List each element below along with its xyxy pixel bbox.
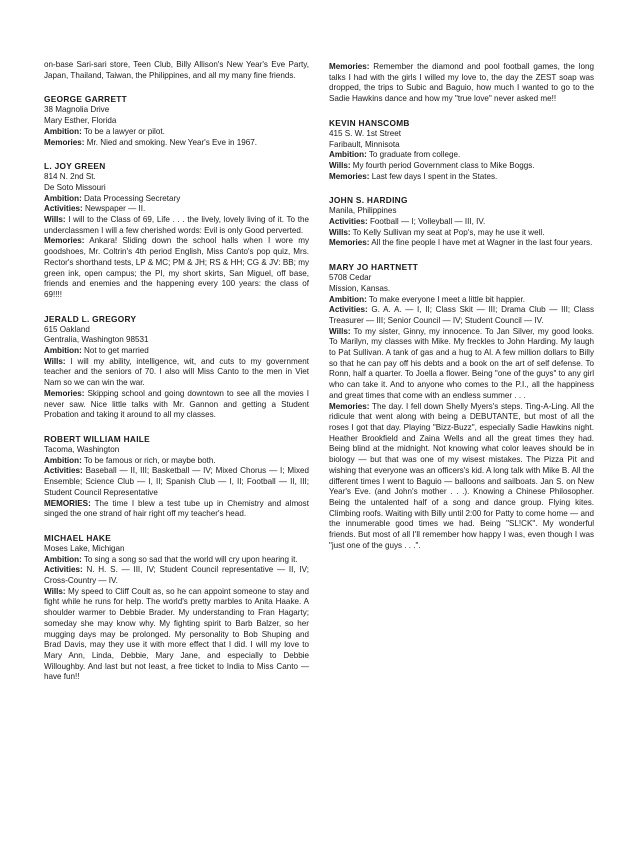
memories-text: Mr. Nied and smoking. New Year's Eve in 1967.	[86, 137, 257, 147]
ambition-text: To be famous or rich, or maybe both.	[83, 455, 216, 465]
entry-michael-hake	[44, 532, 310, 682]
entry-address: Mission, Kansas.	[329, 283, 391, 293]
entry-memories	[329, 62, 594, 105]
ambition-label: Ambition:	[44, 554, 82, 564]
ambition-label: Ambition:	[329, 294, 367, 304]
entry-john-s-harding	[329, 195, 594, 249]
wills-text: My speed to Cliff Coult as, so he can appoint someone to stay and fight while he runs for help. The world's pretty marbles to Anita Haake. A shoulder warmer to Debbie Brader. My understanding to Fran Hagarty; someday she may know why. My fighting spirit to Barb Balzer, so her mugging days may be prolonged. My personality to Bob Shuping and Brad Davis, may they use it with more effect that I did. I will my love to Mary Ann, Linda, Debbie, Mary Jane, and especially to Debbie Willoughby. And last but not least, a free ticket to India to Miss Canto — have fun!!	[44, 586, 310, 682]
wills-label: Wills:	[44, 215, 66, 225]
wills-label: Wills:	[329, 326, 351, 336]
entry-address: Faribault, Minnisota	[329, 139, 400, 149]
entry-wills	[44, 215, 309, 236]
entry-address: 5708 Cedar	[329, 273, 372, 283]
wills-text: My fourth period Government class to Mike Boggs.	[352, 160, 535, 170]
ambition-text: To be a lawyer or pilot.	[83, 126, 165, 136]
entry-address: Mary Esther, Florida	[44, 116, 117, 126]
entry-name: MICHAEL HAKE	[44, 532, 112, 543]
memories-text: The day. I fell down Shelly Myers's steps. Ting-A-Ling. All the ridicule that went along with being a DEBUTANTE, but most of all the roses I got that day. Playing "Bizz-Buzz", especially Sadie Hawkins night. Heather Brookfield and Zaina Wells and all the great times they had. Being blind at the midnight. Not knowing what color leaves should be in biology — but that was one of my wisest mistakes. The Pizza Pit and wishing that everyone was an officers's kid. A long talk with Mike B. All the different times I went to Baguio — balloons and sailboats. Jan S. on New Year's Eve. (and John's mother . . .). Knowing a Chinese Philosopher. Being the untalented half of a song and dance group. Flying kites. Climbing roofs. Waiting with Billy until 2:00 for Patty to come home — and the innumerable good times we had. Being "SL!CK". My wonderful friends. But most of all I'll remember how happy I was, even though I was "just one of the guys . . .".	[329, 401, 594, 550]
entry-ambition	[44, 555, 309, 566]
entry-ambition	[329, 295, 594, 306]
memories-text: Last few days I spent in the States.	[371, 171, 498, 181]
entry-address: 814 N. 2nd St.	[44, 172, 96, 182]
memories-label: Memories:	[329, 171, 370, 181]
memories-text: Skipping school and going downtown to see all the movies I never saw. Nice little talks with Mr. Gannon and getting a Student Probation and taking it around to all my classes.	[44, 388, 310, 420]
memories-label: Memories:	[44, 388, 85, 398]
entry-memories	[329, 402, 594, 552]
ambition-label: Ambition:	[329, 150, 367, 160]
entry-address: Gentralia, Washington 98531	[44, 335, 149, 345]
wills-label: Wills:	[44, 356, 66, 366]
entry-wills	[44, 586, 310, 682]
memories-label: Memories:	[329, 401, 370, 411]
entry-activities	[329, 217, 594, 228]
ambition-text: Not to get married	[84, 346, 149, 356]
entry-ambition	[44, 346, 309, 357]
memories-label: MEMORIES:	[44, 498, 91, 508]
entry-name: KEVIN HANSCOMB	[329, 117, 410, 128]
entry-name: ROBERT WILLIAM HAILE	[44, 433, 151, 444]
activities-label: Activities:	[329, 305, 368, 315]
entry-address: Moses Lake, Michigan	[44, 543, 125, 553]
entry-activities	[44, 466, 309, 498]
activities-label: Activities:	[329, 217, 368, 227]
ambition-text: Data Processing Secretary	[84, 193, 181, 203]
entry-ambition	[329, 150, 594, 161]
entry-robert-william-haile	[44, 434, 309, 520]
ambition-text: To graduate from college.	[368, 150, 461, 160]
entry-memories	[44, 236, 309, 300]
entry-address: Manila, Philippines	[329, 206, 397, 216]
memories-label: Memories:	[44, 137, 85, 147]
ambition-text: To make everyone I meet a little bit happier.	[368, 294, 525, 304]
wills-label: Wills:	[329, 227, 351, 237]
entry-kevin-hanscomb	[329, 118, 594, 183]
memories-text: Remember the diamond and pool football games, the long talks I had with the girls I willed my love to, the day the ZEST soap was dropped, the trips to Subic and Baguio, how much I wanted to go to the Sadie Hawkins dance and how my "true love" never asked me!!	[329, 62, 595, 104]
entry-wills	[329, 327, 594, 402]
entry-address: 615 Oakland	[44, 324, 90, 334]
activities-label: Activities:	[44, 565, 83, 575]
entry-memories	[44, 499, 309, 520]
intro-text: on-base Sari-sari store, Teen Club, Billy Allison's New Year's Eve Party, Japan, Thailand, Taiwan, the Philippines, and all my many fine friends.	[44, 60, 309, 80]
entry-name: GEORGE GARRETT	[44, 94, 128, 105]
entry-ambition	[44, 194, 309, 205]
entry-activities	[329, 305, 594, 326]
entry-ambition	[44, 127, 309, 138]
entry-ambition	[44, 456, 309, 467]
entry-memories	[44, 138, 309, 149]
wills-text: To Kelly Sullivan my seat at Pop's, may he use it well.	[352, 227, 545, 237]
ambition-label: Ambition:	[44, 455, 82, 465]
entry-jerald-l-gregory	[44, 314, 309, 421]
memories-text: Ankara! Sliding down the school halls when I wore my goodshoes, Mr. Coltrin's 4th period English, Miss Canto's pop quiz, Mrs. Rector's shorthand tests, LP & MC; PM & JH; RS & HH; CG & JV: BB; my green ink, open campus; the PI, my short skirts, San Miguel, off base, friends and enemies and the happening every 100 years: the class of 69!!!!	[44, 236, 309, 299]
entry-george-garrett	[44, 94, 309, 148]
activities-text: N. H. S. — III, IV; Student Council representative — II, IV; Cross-Country — IV.	[44, 565, 309, 586]
activities-text: Baseball — II, III; Basketball — IV; Mixed Chorus — I; Mixed Ensemble; Science Club — I, II; Spanish Club — I, II; Football — II, III; Student Council Representative	[44, 466, 310, 497]
memories-label: Memories:	[44, 236, 85, 246]
ambition-text: To sing a song so sad that the world will cry upon hearing it.	[83, 554, 298, 564]
entry-wills	[44, 357, 309, 389]
activities-text: G. A. A. — I, II; Class Skit — III; Drama Club — III; Class Treasurer — III; Senior Council — IV; Student Council — IV.	[329, 305, 595, 325]
entry-l-joy-green	[44, 161, 309, 300]
entry-name: MARY JO HARTNETT	[329, 262, 419, 273]
entry-activities	[44, 204, 309, 215]
entry-address: 415 S. W. 1st Street	[329, 128, 401, 138]
entry-memories	[329, 238, 594, 249]
wills-label: Wills:	[329, 160, 351, 170]
wills-text: To my sister, Ginny, my innocence. To Jan Silver, my good looks. To Marilyn, my classes with Mike. My freckles to John Harding. My laugh to Pat Sullivan. A tank of gas and a hug to Al. A few million dollars to Billy so that he can pay off his debts and a book on the art of self defense. To Ronn, half a quarter. To Joella a flower. Being "one of the guys" to any girl who can take it. And to anyone who comes to the P.I., all the happiness and great times that come with an endless summer . . .	[329, 326, 594, 400]
entry-michael-hake-continued	[329, 62, 594, 105]
right-column	[329, 62, 594, 564]
memories-label: Memories:	[329, 62, 370, 71]
entry-mary-jo-hartnett	[329, 262, 594, 551]
entry-address: Tacoma, Washington	[44, 444, 120, 454]
entry-name: L. JOY GREEN	[44, 161, 106, 172]
entry-wills	[329, 228, 594, 239]
entry-address: 38 Magnolia Drive	[44, 105, 110, 115]
entry-memories	[44, 389, 309, 421]
entry-name: JOHN S. HARDING	[329, 195, 408, 206]
entry-address: De Soto Missouri	[44, 182, 106, 192]
entry-wills	[329, 161, 594, 172]
memories-text: All the fine people I have met at Wagner in the last four years.	[371, 238, 593, 248]
ambition-label: Ambition:	[44, 193, 82, 203]
activities-text: Newspaper — II.	[84, 204, 146, 214]
intro-continuation	[44, 60, 309, 81]
entry-activities	[44, 565, 309, 586]
wills-label: Wills:	[44, 586, 66, 596]
memories-text: The time I blew a test tube up in Chemistry and almost singed the one strand of hair right off my teacher's head.	[44, 498, 309, 519]
entry-name: JERALD L. GREGORY	[44, 313, 137, 324]
activities-label: Activities:	[44, 204, 83, 214]
left-column	[44, 60, 310, 682]
entry-memories	[329, 172, 594, 183]
ambition-label: Ambition:	[44, 346, 82, 356]
memories-label: Memories:	[329, 238, 370, 248]
activities-text: Football — I; Volleyball — III, IV.	[369, 217, 486, 227]
wills-text: I will to the Class of 69, Life . . . the lively, lovely living of it. To the underclassmen I will a few cherished words: Evil is only Good perverted.	[44, 215, 309, 235]
wills-text: I will my ability, intelligence, wit, and cuts to my government teacher and the seniors of 70. I also will Miss Canto to the men in Viet Nam so we can win the war.	[44, 356, 310, 388]
ambition-label: Ambition:	[44, 126, 82, 136]
activities-label: Activities:	[44, 466, 83, 476]
